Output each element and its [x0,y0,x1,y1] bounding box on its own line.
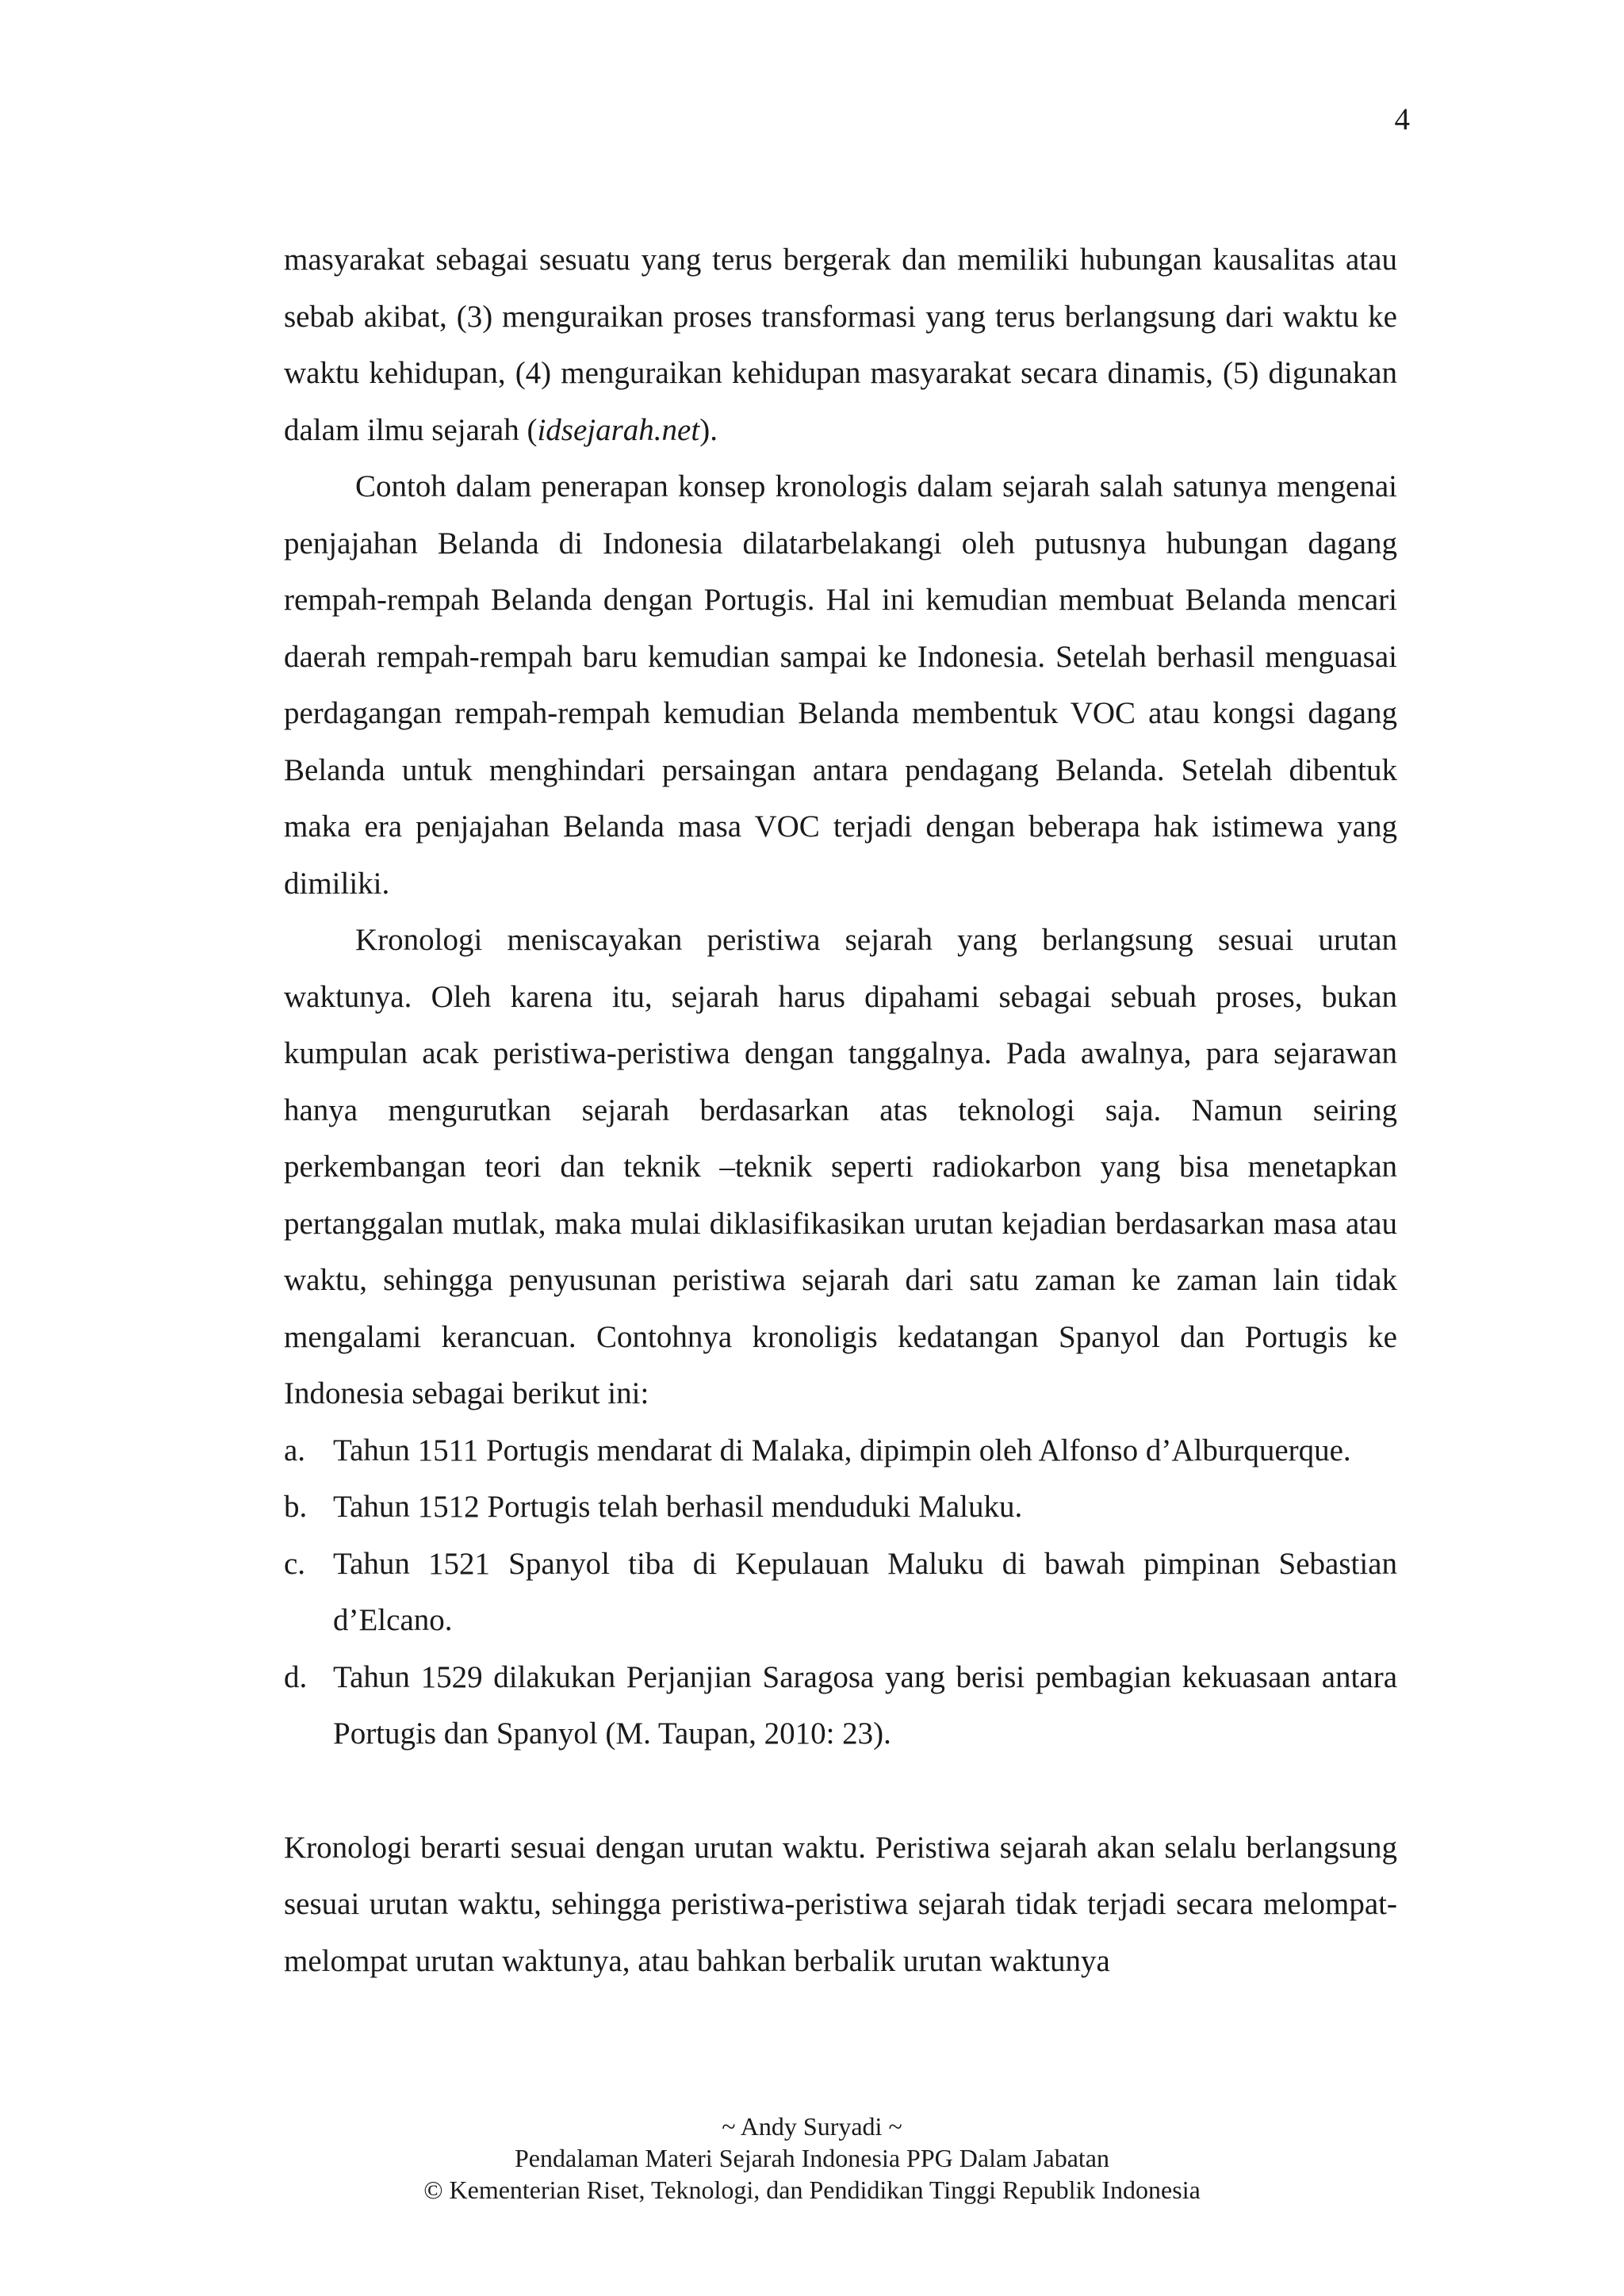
paragraph-1-text: masyarakat sebagai sesuatu yang terus bergerak dan memiliki hubungan kausalitas atau sebab akibat, (3) menguraikan proses transformasi yang terus berlangsung dari waktu ke waktu kehidupan, (4) menguraikan kehidupan masyarakat secara dinamis, (5) digunakan dalam ilmu sejarah ( [284,243,1397,447]
document-body [284,232,1397,1989]
list-marker: c. [284,1546,306,1581]
footer-copyright: © Kementerian Riset, Teknologi, dan Pendidikan Tinggi Republik Indonesia [423,2175,1201,2204]
paragraph-3: Kronologi meniscayakan peristiwa sejarah yang berlangsung sesuai urutan waktunya. Oleh karena itu, sejarah harus dipahami sebagai sebuah proses, bukan kumpulan acak peristiwa-peristiwa dengan tanggalnya. Pada awalnya, para sejarawan hanya mengurutkan sejarah berdasarkan atas teknologi saja. Namun seiring perkembangan teori dan teknik –teknik seperti radiokarbon yang bisa menetapkan pertanggalan mutlak, maka mulai diklasifikasikan urutan kejadian berdasarkan masa atau waktu, sehingga penyusunan peristiwa sejarah dari satu zaman ke zaman lain tidak mengalami kerancuan. Contohnya kronoligis kedatangan Spanyol dan Portugis ke Indonesia sebagai berikut ini: [284,923,1397,1410]
page-footer [0,2110,1624,2206]
chronology-list [284,1422,1397,1762]
paragraph-2: Contoh dalam penerapan konsep kronologis dalam sejarah salah satunya mengenai penjajahan Belanda di Indonesia dilatarbelakangi oleh putusnya hubungan dagang rempah-rempah Belanda dengan Portugis. Hal ini kemudian membuat Belanda mencari daerah rempah-rempah baru kemudian sampai ke Indonesia. Setelah berhasil menguasai perdagangan rempah-rempah kemudian Belanda membentuk VOC atau kongsi dagang Belanda untuk menghindari persaingan antara pendagang Belanda. Setelah dibentuk maka era penjajahan Belanda masa VOC terjadi dengan beberapa hak istimewa yang dimiliki. [284,469,1397,901]
list-item-text: Tahun 1529 dilakukan Perjanjian Saragosa yang berisi pembagian kekuasaan antara Portugis dan Spanyol (M. Taupan, 2010: 23). [333,1659,1397,1751]
paragraph-1 [284,232,1397,458]
paragraph-1-end: ). [699,412,718,447]
list-item [284,1536,1397,1649]
footer-author: ~ Andy Suryadi ~ [722,2112,902,2141]
paragraph-4: Kronologi berarti sesuai dengan urutan waktu. Peristiwa sejarah akan selalu berlangsung sesuai urutan waktu, sehingga peristiwa-peristiwa sejarah tidak terjadi secara melompat-melompat urutan waktunya, atau bahkan berbalik urutan waktunya [284,1830,1397,1978]
source-citation: idsejarah.net [537,412,700,447]
list-item [284,1649,1397,1762]
list-marker: b. [284,1490,308,1524]
list-marker: d. [284,1659,308,1694]
footer-course: Pendalaman Materi Sejarah Indonesia PPG Dalam Jabatan [515,2144,1109,2172]
list-item-text: Tahun 1511 Portugis mendarat di Malaka, dipimpin oleh Alfonso d’Alburquerque. [333,1433,1351,1468]
page-number: 4 [1394,102,1410,136]
list-item-text: Tahun 1512 Portugis telah berhasil menduduki Maluku. [333,1490,1023,1524]
section-spacer [284,1762,1397,1820]
list-item [284,1479,1397,1536]
list-item-text: Tahun 1521 Spanyol tiba di Kepulauan Maluku di bawah pimpinan Sebastian d’Elcano. [333,1546,1397,1637]
list-marker: a. [284,1433,306,1468]
list-item [284,1422,1397,1479]
